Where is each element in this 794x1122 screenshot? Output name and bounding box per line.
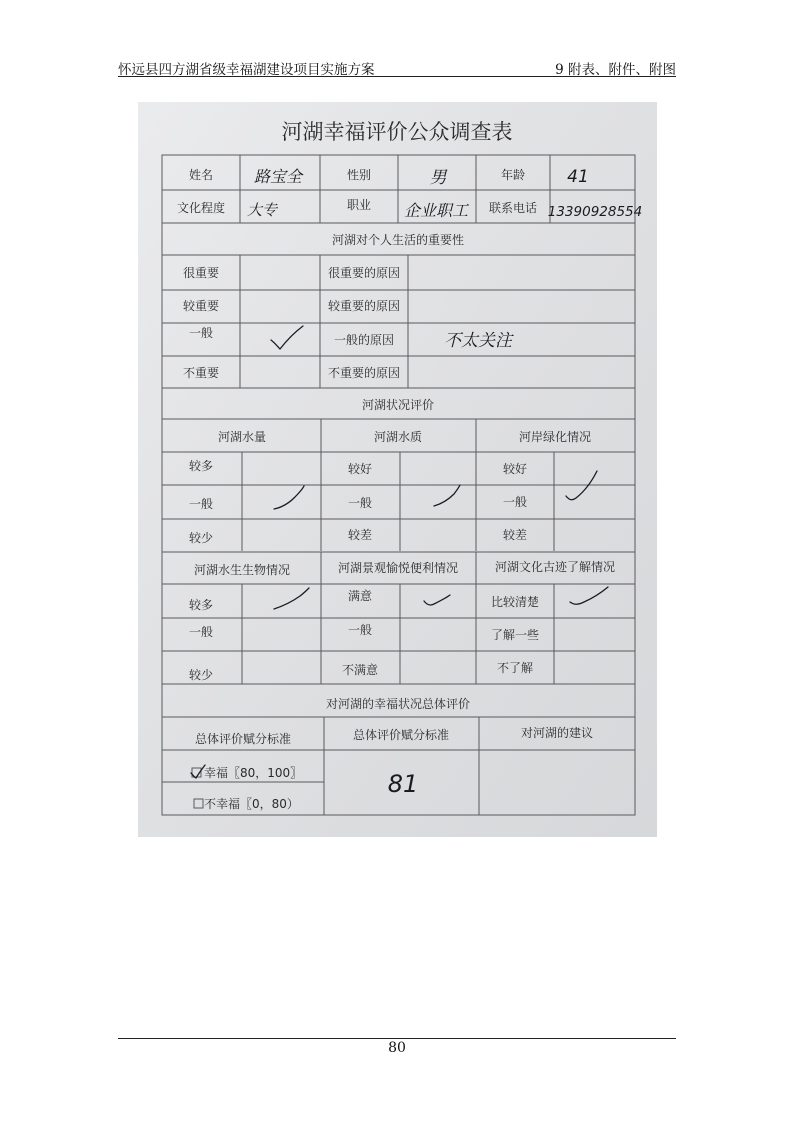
importance-level: 一般 [188,326,214,340]
importance-reason-label: 一般的原因 [333,333,395,347]
importance-level: 较重要 [182,299,220,313]
status-option: 一般 [347,623,373,637]
status-header: 河湖水量 [217,430,267,444]
header-rule [118,76,676,77]
status-header: 河湖水生生物情况 [193,563,291,577]
status-header: 河湖文化古迹了解情况 [494,560,616,574]
value-age: 41 [567,167,589,187]
importance-reason-label: 较重要的原因 [327,299,401,313]
status-option: 了解一些 [490,628,540,642]
status-option: 较差 [347,528,373,542]
status-option: 一般 [188,625,214,639]
label-name: 姓名 [188,168,214,182]
overall-option: 幸福〖80，100〗 [204,766,303,780]
form-title: 河湖幸福评价公众调查表 [281,120,513,144]
survey-form-photo [138,102,657,837]
label-gender: 性别 [346,168,372,182]
importance-reason-label: 不重要的原因 [327,366,401,380]
status-heading: 河湖状况评价 [361,398,435,412]
label-age: 年龄 [500,168,526,182]
importance-level: 很重要 [182,266,220,280]
importance-level: 不重要 [182,366,220,380]
importance-reason-handwritten: 不太关注 [444,331,512,351]
importance-heading: 河湖对个人生活的重要性 [331,233,465,247]
label-education: 文化程度 [176,201,226,215]
status-header: 河岸绿化情况 [518,430,592,444]
overall-col-header: 总体评价赋分标准 [352,728,450,742]
status-option: 较好 [347,462,373,476]
status-option: 一般 [502,495,528,509]
status-header: 河湖水质 [373,430,423,444]
status-option: 不满意 [341,663,379,677]
header-title: 怀远县四方湖省级幸福湖建设项目实施方案 [118,62,375,78]
status-option: 较少 [188,668,214,682]
status-option: 满意 [347,589,373,603]
status-option: 一般 [188,497,214,511]
overall-col-header: 总体评价赋分标准 [194,732,292,746]
footer-rule [118,1038,676,1039]
label-phone: 联系电话 [488,201,538,215]
header-section: 9 附表、附件、附图 [555,62,676,78]
importance-reason-label: 很重要的原因 [327,266,401,280]
status-option: 不了解 [496,661,534,675]
value-occupation: 企业职工 [403,201,469,220]
overall-heading: 对河湖的幸福状况总体评价 [325,697,471,711]
status-option: 较好 [502,462,528,476]
overall-option: 不幸福〖0，80） [204,797,299,811]
value-gender: 男 [429,168,447,188]
status-option: 比较清楚 [490,595,540,609]
label-occupation: 职业 [346,198,372,212]
value-education: 大专 [246,201,278,219]
status-option: 较多 [188,459,214,473]
status-option: 较多 [188,598,214,612]
status-option: 一般 [347,496,373,510]
overall-score: 81 [387,770,419,798]
overall-col-header: 对河湖的建议 [520,726,594,740]
status-option: 较差 [502,528,528,542]
status-option: 较少 [188,531,214,545]
status-header: 河湖景观愉悦便利情况 [337,561,459,575]
page-number: 80 [388,1040,406,1056]
value-phone: 13390928554 [547,204,643,220]
value-name: 路宝全 [253,167,303,186]
survey-form [138,102,657,837]
